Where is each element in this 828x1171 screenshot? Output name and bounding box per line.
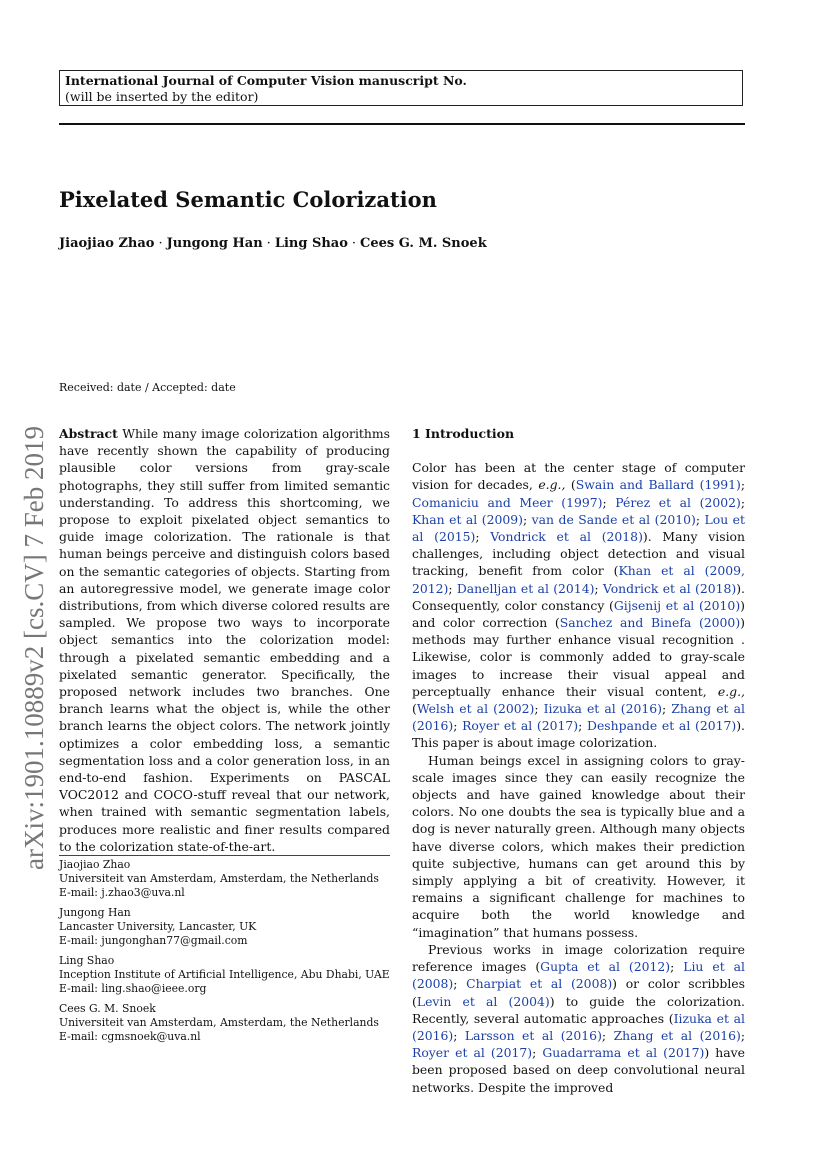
footnote-rule — [59, 855, 390, 856]
citation-link[interactable]: Royer et al (2017) — [412, 1045, 533, 1061]
affiliation-email: E-mail: cgmsnoek@uva.nl — [59, 1030, 201, 1043]
affiliation-org: Universiteit van Amsterdam, Amsterdam, the Netherlands — [59, 872, 379, 885]
author-separator: · — [266, 236, 271, 251]
paragraph-text: ; — [532, 1045, 543, 1061]
paragraph-text: ; — [594, 580, 603, 596]
citation-link[interactable]: Royer et al (2017) — [462, 718, 579, 734]
affiliation-email: E-mail: jungonghan77@gmail.com — [59, 934, 248, 947]
paragraph-text: ; — [740, 1027, 745, 1043]
citation-link[interactable]: Danelljan et al (2014) — [456, 580, 595, 596]
abstract-text: While many image colorization algorithms have recently shown the capability of producing plausible color versions from gray-scale photographs, they still suffer from limited semantic understanding. To address this shortcoming, we propose to exploit pixelated object semantics to guide image colorization. The rationale is that human beings perceive and distinguish colors based on the semantic categories of objects. Starting from an autoregressive model, we generate image color distributions, from which diverse colored results are sampled. We propose two ways to incorporate object semantics into the colorization model: through a pixelated semantic embedding and a pixelated semantic generator. Specifically, the proposed network includes two branches. One branch learns what the object is, while the other branch learns the object colors. The network jointly optimizes a color embedding loss, a semantic segmentation loss and a color generation loss, in an end-to-end fashion. Experiments on PASCAL VOC2012 and COCO-stuff reveal that our network, when trained with semantic segmentation labels, produces more realistic and finer results compared to the colorization state-of-the-art. — [59, 426, 390, 854]
author-name: Cees G. M. Snoek — [360, 236, 487, 251]
paragraph-text: ; — [453, 976, 467, 992]
author-name: Jiaojiao Zhao — [59, 236, 155, 251]
abstract — [59, 425, 390, 855]
paragraph-text: ; — [695, 511, 705, 527]
paragraph-text: Color has been at the center stage of computer vision for decades, — [412, 460, 745, 493]
paragraph-text: ; — [602, 494, 616, 510]
paragraph-text: ; — [670, 959, 684, 975]
affiliations — [59, 858, 399, 1050]
paragraph-text: ; — [740, 477, 745, 493]
citation-link[interactable]: Comaniciu and Meer (1997) — [412, 494, 603, 510]
citation-link[interactable]: Charpiat et al (2008) — [466, 976, 613, 992]
paragraph-text: ; — [601, 1027, 614, 1043]
affiliation-name: Ling Shao — [59, 954, 115, 967]
abstract-heading: Abstract — [59, 426, 118, 441]
author-name: Ling Shao — [274, 236, 348, 251]
introduction — [412, 425, 745, 1096]
affiliation-org: Inception Institute of Artificial Intelligence, Abu Dhabi, UAE — [59, 968, 390, 981]
journal-note: (will be inserted by the editor) — [65, 89, 259, 104]
affiliation — [59, 1002, 399, 1044]
received-dates: Received: date / Accepted: date — [59, 381, 236, 394]
paragraph-text: e.g., — [717, 683, 745, 699]
paragraph-text: ). Consequently, color constancy ( — [412, 580, 745, 613]
paragraph-text: ( — [565, 477, 576, 493]
citation-link[interactable]: Levin et al (2004) — [416, 993, 550, 1009]
paragraph-text: ) or color scribbles ( — [412, 976, 745, 1009]
paragraph-text: ( — [412, 701, 417, 717]
paragraph-text: Human beings excel in assigning colors to gray-scale images since they can easily recognize the objects and have gained knowledge about their colors. No one doubts the sea is typically blue and a dog is never naturally green. Although many objects have diverse colors, which makes their prediction quite subjective, humans can get around this by simply applying a bit of creativity. However, it remains a significant challenge for machines to acquire both the world knowledge and “imagination” that humans possess. — [412, 752, 745, 940]
paragraph-text: Previous works in image colorization require reference images ( — [412, 941, 745, 975]
citation-link[interactable]: Zhang et al (2016) — [412, 701, 745, 734]
affiliation — [59, 858, 399, 900]
affiliation-email: E-mail: j.zhao3@uva.nl — [59, 886, 185, 899]
author-name: Jungong Han — [166, 236, 263, 251]
citation-link[interactable]: Khan et al (2009) — [412, 511, 523, 527]
section-heading: 1 Introduction — [412, 426, 515, 441]
citation-link[interactable]: Gijsenij et al (2010) — [613, 597, 741, 613]
paragraph-text: ; — [661, 701, 672, 717]
journal-header-box — [59, 70, 743, 106]
affiliation — [59, 906, 399, 948]
paragraph-text: ). This paper is about image colorization. — [412, 718, 745, 751]
citation-link[interactable]: Pérez et al (2002) — [615, 494, 741, 510]
paragraph-text: ; — [522, 511, 532, 527]
paragraph-text: ) methods may further enhance visual recognition . Likewise, color is commonly added to gray-scale images to increase their visual appeal and perceptually enhance their visual content, — [412, 615, 745, 699]
citation-link[interactable]: Khan et al (2009, 2012) — [412, 563, 745, 596]
affiliation-name: Jungong Han — [59, 906, 131, 919]
intro-paragraph — [412, 752, 745, 941]
paragraph-text: ; — [475, 529, 491, 545]
citation-link[interactable]: Sanchez and Binefa (2000) — [559, 615, 741, 631]
paragraph-text: ; — [453, 718, 463, 734]
paper-title: Pixelated Semantic Colorization — [59, 187, 437, 212]
paragraph-text: ). Many vision challenges, including object detection and visual tracking, benefit from color ( — [412, 529, 745, 579]
citation-link[interactable]: Vondrick et al (2018) — [602, 580, 737, 596]
citation-link[interactable]: Iizuka et al (2016) — [412, 1010, 745, 1043]
header-rule — [59, 123, 745, 125]
paragraph-text: ; — [448, 580, 457, 596]
affiliation — [59, 954, 399, 996]
intro-paragraph — [412, 459, 745, 751]
paragraph-text: ; — [578, 718, 588, 734]
citation-link[interactable]: Liu et al (2008) — [412, 959, 745, 992]
citation-link[interactable]: Lou et al (2015) — [412, 511, 745, 545]
affiliation-name: Cees G. M. Snoek — [59, 1002, 156, 1015]
intro-paragraph — [412, 941, 745, 1096]
paragraph-text: e.g., — [538, 477, 566, 493]
paragraph-text: ; — [740, 494, 746, 510]
paragraph-text: ) to guide the colorization. Recently, several automatic approaches ( — [412, 993, 745, 1026]
paragraph-text: ; — [534, 701, 544, 717]
arxiv-stamp — [14, 370, 54, 870]
citation-link[interactable]: Larsson et al (2016) — [464, 1027, 602, 1043]
affiliation-org: Universiteit van Amsterdam, Amsterdam, the Netherlands — [59, 1016, 379, 1029]
citation-link[interactable]: van de Sande et al (2010) — [531, 511, 696, 527]
author-separator: · — [351, 236, 357, 251]
paragraph-text: ) have been proposed based on deep convolutional neural networks. Despite the improved — [412, 1045, 745, 1095]
citation-link[interactable]: Zhang et al (2016) — [613, 1027, 741, 1043]
affiliation-email: E-mail: ling.shao@ieee.org — [59, 982, 207, 995]
citation-link[interactable]: Guadarrama et al (2017) — [542, 1045, 705, 1061]
journal-name: International Journal of Computer Vision manuscript No. — [65, 73, 467, 88]
paragraph-text: ) and color correction ( — [412, 597, 745, 631]
affiliation-org: Lancaster University, Lancaster, UK — [59, 920, 257, 933]
citation-link[interactable]: Vondrick et al (2018) — [490, 529, 643, 545]
author-separator: · — [158, 236, 163, 251]
arxiv-stamp-text: arXiv:1901.10889v2 [cs.CV] 7 Feb 2019 — [19, 426, 49, 870]
citation-link[interactable]: Swain and Ballard (1991) — [575, 477, 741, 493]
author-list — [59, 235, 487, 253]
affiliation-name: Jiaojiao Zhao — [59, 858, 131, 871]
citation-link[interactable]: Gupta et al (2012) — [540, 959, 671, 975]
paragraph-text: ; — [453, 1027, 465, 1043]
citation-link[interactable]: Welsh et al (2002) — [416, 701, 535, 717]
citation-link[interactable]: Iizuka et al (2016) — [543, 701, 662, 717]
citation-link[interactable]: Deshpande et al (2017) — [587, 718, 737, 734]
